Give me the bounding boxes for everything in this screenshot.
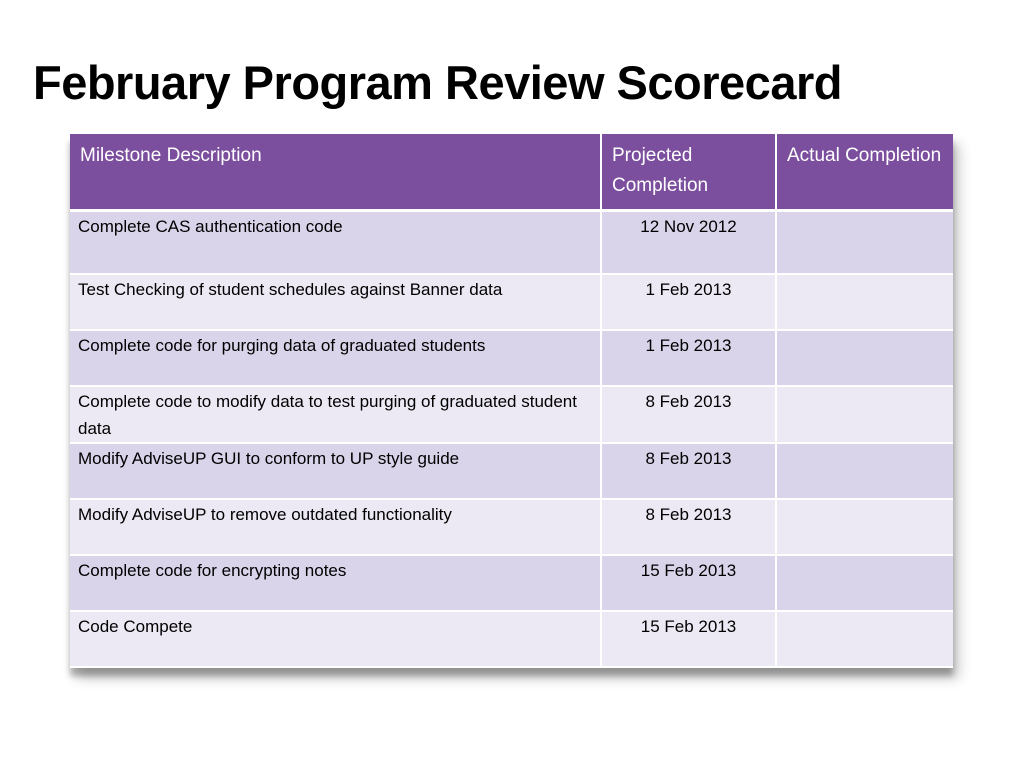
table-body — [70, 211, 953, 667]
projected-cell: 8 Feb 2013 — [601, 499, 776, 555]
table-header — [70, 134, 953, 211]
actual-cell — [776, 274, 953, 330]
actual-cell — [776, 386, 953, 443]
table-row — [70, 274, 953, 330]
projected-cell: 8 Feb 2013 — [601, 386, 776, 443]
projected-cell: 15 Feb 2013 — [601, 611, 776, 667]
actual-cell — [776, 499, 953, 555]
projected-cell: 15 Feb 2013 — [601, 555, 776, 611]
table-row — [70, 611, 953, 667]
milestone-cell: Test Checking of student schedules against Banner data — [70, 274, 601, 330]
scorecard-table-container — [70, 134, 953, 668]
table-row — [70, 386, 953, 443]
header-projected-completion: Projected Completion — [601, 134, 776, 211]
milestone-cell: Complete code for encrypting notes — [70, 555, 601, 611]
table-row — [70, 555, 953, 611]
table-row — [70, 211, 953, 274]
milestone-cell: Complete code to modify data to test purging of graduated student data — [70, 386, 601, 443]
milestone-cell: Modify AdviseUP GUI to conform to UP style guide — [70, 443, 601, 499]
projected-cell: 8 Feb 2013 — [601, 443, 776, 499]
header-actual-completion: Actual Completion — [776, 134, 953, 211]
actual-cell — [776, 611, 953, 667]
milestone-cell: Complete CAS authentication code — [70, 211, 601, 274]
table-row — [70, 443, 953, 499]
actual-cell — [776, 211, 953, 274]
milestone-cell: Complete code for purging data of graduated students — [70, 330, 601, 386]
projected-cell: 12 Nov 2012 — [601, 211, 776, 274]
actual-cell — [776, 330, 953, 386]
table-row — [70, 330, 953, 386]
projected-cell: 1 Feb 2013 — [601, 274, 776, 330]
header-row — [70, 134, 953, 211]
table-row — [70, 499, 953, 555]
projected-cell: 1 Feb 2013 — [601, 330, 776, 386]
milestone-cell: Modify AdviseUP to remove outdated functionality — [70, 499, 601, 555]
milestone-cell: Code Compete — [70, 611, 601, 667]
slide-title: February Program Review Scorecard — [33, 56, 842, 109]
actual-cell — [776, 443, 953, 499]
header-milestone-description: Milestone Description — [70, 134, 601, 211]
scorecard-table — [70, 134, 953, 668]
actual-cell — [776, 555, 953, 611]
